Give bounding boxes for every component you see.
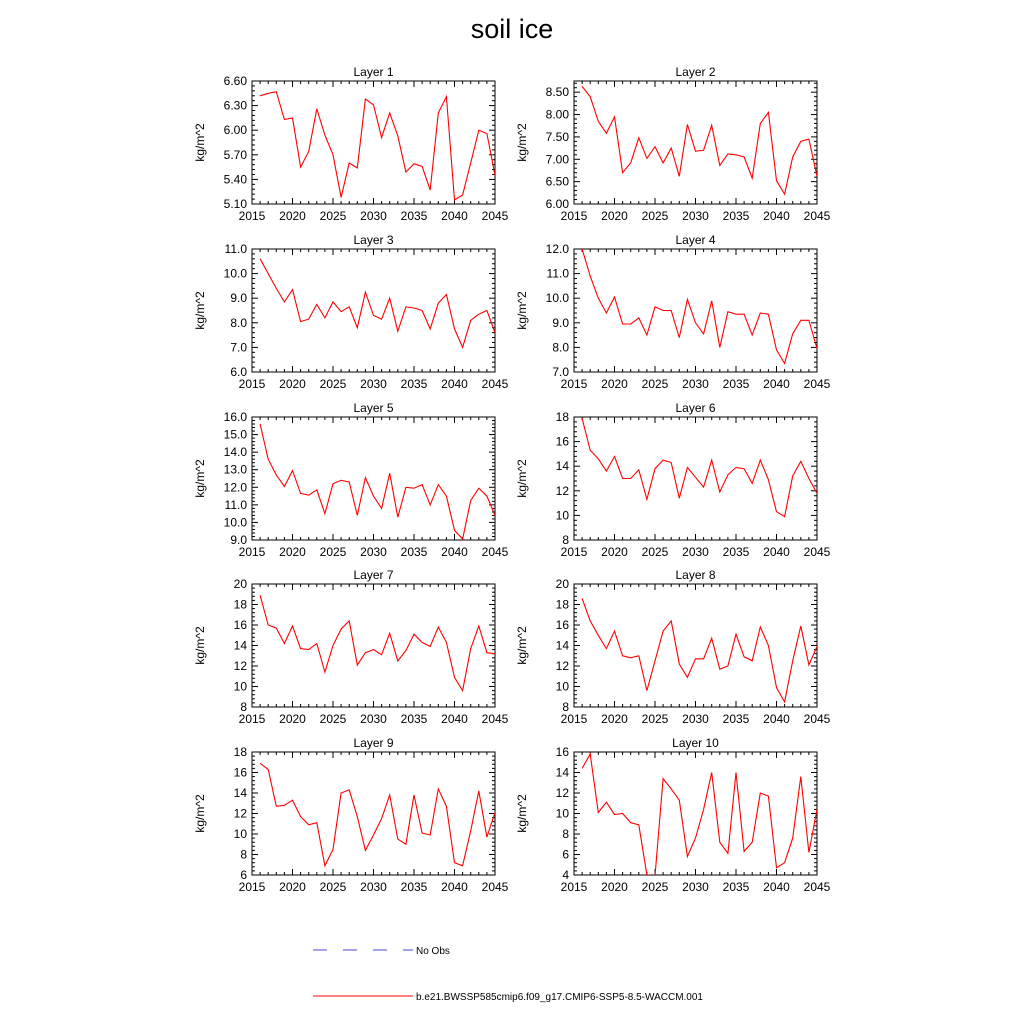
x-tick-label: 2015 [238,545,266,559]
y-tick-label: 10 [233,679,247,694]
y-tick-label: 6.0 [230,365,247,379]
y-axis-label: kg/m^2 [193,123,207,162]
y-tick-label: 4 [562,868,569,882]
y-tick-label: 14 [555,459,569,474]
y-tick-label: 10 [555,679,569,694]
x-tick-label: 2015 [560,545,588,559]
y-tick-label: 18 [233,745,247,759]
subplot-title: Layer 6 [675,401,716,415]
subplot-layer-5 [193,401,509,559]
y-tick-label: 12.0 [545,242,569,256]
y-axis-label: kg/m^2 [193,794,207,833]
y-tick-label: 5.40 [223,172,247,187]
y-tick-label: 16 [233,765,247,780]
x-tick-label: 2030 [682,880,709,894]
y-tick-label: 15.0 [223,427,247,442]
x-tick-label: 2040 [441,712,468,726]
y-tick-label: 9.0 [230,291,247,306]
subplot-layer-4 [515,233,831,391]
series-line [582,86,817,194]
y-tick-label: 8.0 [230,315,247,330]
y-tick-label: 12 [555,483,569,498]
x-tick-label: 2030 [682,545,709,559]
series-line [260,763,495,866]
y-tick-label: 8.0 [552,340,569,355]
y-tick-label: 16 [555,618,569,632]
x-tick-label: 2035 [400,209,428,223]
x-tick-label: 2040 [763,880,790,894]
x-tick-label: 2045 [481,377,509,391]
x-tick-label: 2035 [400,377,428,391]
subplot-title: Layer 10 [672,736,719,750]
x-tick-label: 2045 [803,880,831,894]
y-tick-label: 14.0 [223,445,247,460]
series-line [582,249,817,363]
y-tick-label: 8 [562,700,569,714]
y-tick-label: 8 [562,533,569,547]
subplot-title: Layer 9 [353,736,394,750]
y-axis-label: kg/m^2 [515,626,529,665]
subplot-title: Layer 3 [353,233,394,247]
y-tick-label: 6.00 [545,197,569,211]
y-tick-label: 9.0 [552,315,569,330]
y-tick-label: 12 [555,786,569,800]
y-tick-label: 12.0 [223,480,247,495]
x-tick-label: 2030 [682,209,709,223]
x-tick-label: 2040 [441,880,468,894]
y-tick-label: 8 [240,700,247,714]
y-axis-label: kg/m^2 [515,794,529,833]
x-tick-label: 2035 [722,209,750,223]
y-axis-label: kg/m^2 [515,459,529,498]
plot-frame [574,584,817,707]
y-tick-label: 6.00 [223,123,247,138]
x-tick-label: 2045 [803,377,831,391]
y-tick-label: 11.0 [224,242,247,256]
x-tick-label: 2030 [360,712,387,726]
legend-model-label: b.e21.BWSSP585cmip6.f09_g17.CMIP6-SSP5-8.5-WACCM.001 [416,992,703,1003]
x-tick-label: 2015 [238,712,266,726]
x-tick-label: 2035 [722,545,750,559]
x-tick-label: 2020 [279,880,306,894]
x-tick-label: 2025 [319,545,347,559]
y-tick-label: 7.00 [545,152,569,167]
y-tick-label: 8.50 [545,85,569,100]
x-tick-label: 2025 [319,377,347,391]
y-tick-label: 7.0 [230,340,247,355]
x-tick-label: 2045 [803,545,831,559]
y-tick-label: 6.30 [223,98,247,113]
x-tick-label: 2045 [481,209,509,223]
plot-frame [252,752,495,875]
x-tick-label: 2045 [481,545,509,559]
y-tick-label: 11.0 [546,266,569,281]
series-line [582,418,817,516]
series-line [260,259,495,348]
y-axis-label: kg/m^2 [515,291,529,330]
y-tick-label: 14 [233,638,247,653]
y-tick-label: 18 [555,410,569,424]
plot-frame [574,249,817,372]
x-tick-label: 2040 [441,209,468,223]
x-tick-label: 2025 [641,377,669,391]
y-tick-label: 16 [555,745,569,759]
x-tick-label: 2030 [682,712,709,726]
x-tick-label: 2040 [763,209,790,223]
y-tick-label: 16.0 [223,410,247,424]
x-tick-label: 2035 [400,712,428,726]
y-tick-label: 10 [555,806,569,821]
x-tick-label: 2030 [360,545,387,559]
y-tick-label: 12 [233,806,247,821]
y-tick-label: 5.10 [223,197,247,211]
series-line [260,595,495,690]
subplot-layer-3 [193,233,509,391]
x-tick-label: 2020 [601,545,628,559]
x-tick-label: 2035 [400,545,428,559]
x-tick-label: 2035 [722,712,750,726]
x-tick-label: 2025 [319,712,347,726]
x-tick-label: 2015 [560,880,588,894]
y-tick-label: 7.0 [552,365,569,379]
y-tick-label: 8 [562,827,569,841]
y-tick-label: 7.50 [545,129,569,144]
series-line [582,754,817,876]
x-tick-label: 2020 [279,209,306,223]
subplot-title: Layer 7 [353,568,394,582]
y-tick-label: 6 [562,847,569,862]
subplot-layer-2 [515,65,831,223]
y-tick-label: 5.70 [223,147,247,162]
subplot-layer-6 [515,401,831,559]
x-tick-label: 2025 [319,209,347,223]
y-tick-label: 18 [233,597,247,612]
y-tick-label: 12 [233,659,247,673]
y-tick-label: 12 [555,659,569,673]
y-tick-label: 10.0 [223,515,247,530]
x-tick-label: 2015 [560,209,588,223]
x-tick-label: 2020 [601,209,628,223]
subplot-title: Layer 5 [353,401,394,415]
x-tick-label: 2035 [722,377,750,391]
y-axis-label: kg/m^2 [193,291,207,330]
y-tick-label: 16 [555,434,569,449]
y-tick-label: 10 [555,508,569,523]
y-tick-label: 10.0 [223,266,247,281]
y-tick-label: 6.60 [223,74,247,88]
x-tick-label: 2020 [601,880,628,894]
x-tick-label: 2020 [279,545,306,559]
x-tick-label: 2040 [763,545,790,559]
subplot-layer-10 [515,736,831,894]
y-tick-label: 16 [233,618,247,632]
x-tick-label: 2020 [279,712,306,726]
x-tick-label: 2045 [803,209,831,223]
x-tick-label: 2045 [803,712,831,726]
subplot-layer-8 [515,568,831,726]
x-tick-label: 2025 [319,880,347,894]
x-tick-label: 2015 [238,209,266,223]
y-tick-label: 10.0 [545,291,569,306]
y-tick-label: 6 [240,868,247,882]
x-tick-label: 2015 [238,377,266,391]
x-tick-label: 2020 [601,377,628,391]
subplot-title: Layer 1 [353,65,394,79]
y-tick-label: 20 [555,577,569,591]
x-tick-label: 2025 [641,880,669,894]
x-tick-label: 2025 [641,545,669,559]
x-tick-label: 2025 [641,209,669,223]
y-tick-label: 14 [555,765,569,780]
figure-title: soil ice [470,14,554,44]
series-line [582,598,817,702]
y-tick-label: 8.00 [545,107,569,122]
x-tick-label: 2030 [360,880,387,894]
y-tick-label: 20 [233,577,247,591]
plot-frame [574,417,817,540]
y-tick-label: 8 [240,847,247,862]
legend [313,946,703,1003]
x-tick-label: 2020 [279,377,306,391]
y-tick-label: 10 [233,827,247,841]
legend-obs-label: No Obs [416,946,450,957]
y-tick-label: 14 [555,638,569,653]
subplot-title: Layer 2 [675,65,716,79]
x-tick-label: 2035 [722,880,750,894]
x-tick-label: 2030 [682,377,709,391]
x-tick-label: 2030 [360,209,387,223]
series-line [260,424,495,539]
x-tick-label: 2015 [238,880,266,894]
x-tick-label: 2020 [601,712,628,726]
y-tick-label: 13.0 [223,462,247,477]
x-tick-label: 2040 [763,377,790,391]
y-axis-label: kg/m^2 [515,123,529,162]
plot-frame [574,81,817,204]
x-tick-label: 2025 [641,712,669,726]
x-tick-label: 2045 [481,712,509,726]
plot-frame [252,249,495,372]
x-tick-label: 2040 [441,545,468,559]
y-axis-label: kg/m^2 [193,626,207,665]
x-tick-label: 2045 [481,880,509,894]
y-tick-label: 14 [233,786,247,800]
plot-frame [252,584,495,707]
x-tick-label: 2015 [560,377,588,391]
x-tick-label: 2015 [560,712,588,726]
y-tick-label: 18 [555,597,569,612]
y-tick-label: 6.50 [545,174,569,189]
x-tick-label: 2040 [441,377,468,391]
y-tick-label: 11.0 [224,497,247,512]
plot-frame [252,81,495,204]
x-tick-label: 2030 [360,377,387,391]
plot-frame [574,752,817,875]
subplot-layer-9 [193,736,509,894]
subplot-layer-1 [193,65,509,223]
y-axis-label: kg/m^2 [193,459,207,498]
x-tick-label: 2040 [763,712,790,726]
subplot-title: Layer 8 [675,568,716,582]
series-line [260,92,495,200]
y-tick-label: 9.0 [230,533,247,547]
subplot-title: Layer 4 [675,233,716,247]
x-tick-label: 2035 [400,880,428,894]
subplot-layer-7 [193,568,509,726]
